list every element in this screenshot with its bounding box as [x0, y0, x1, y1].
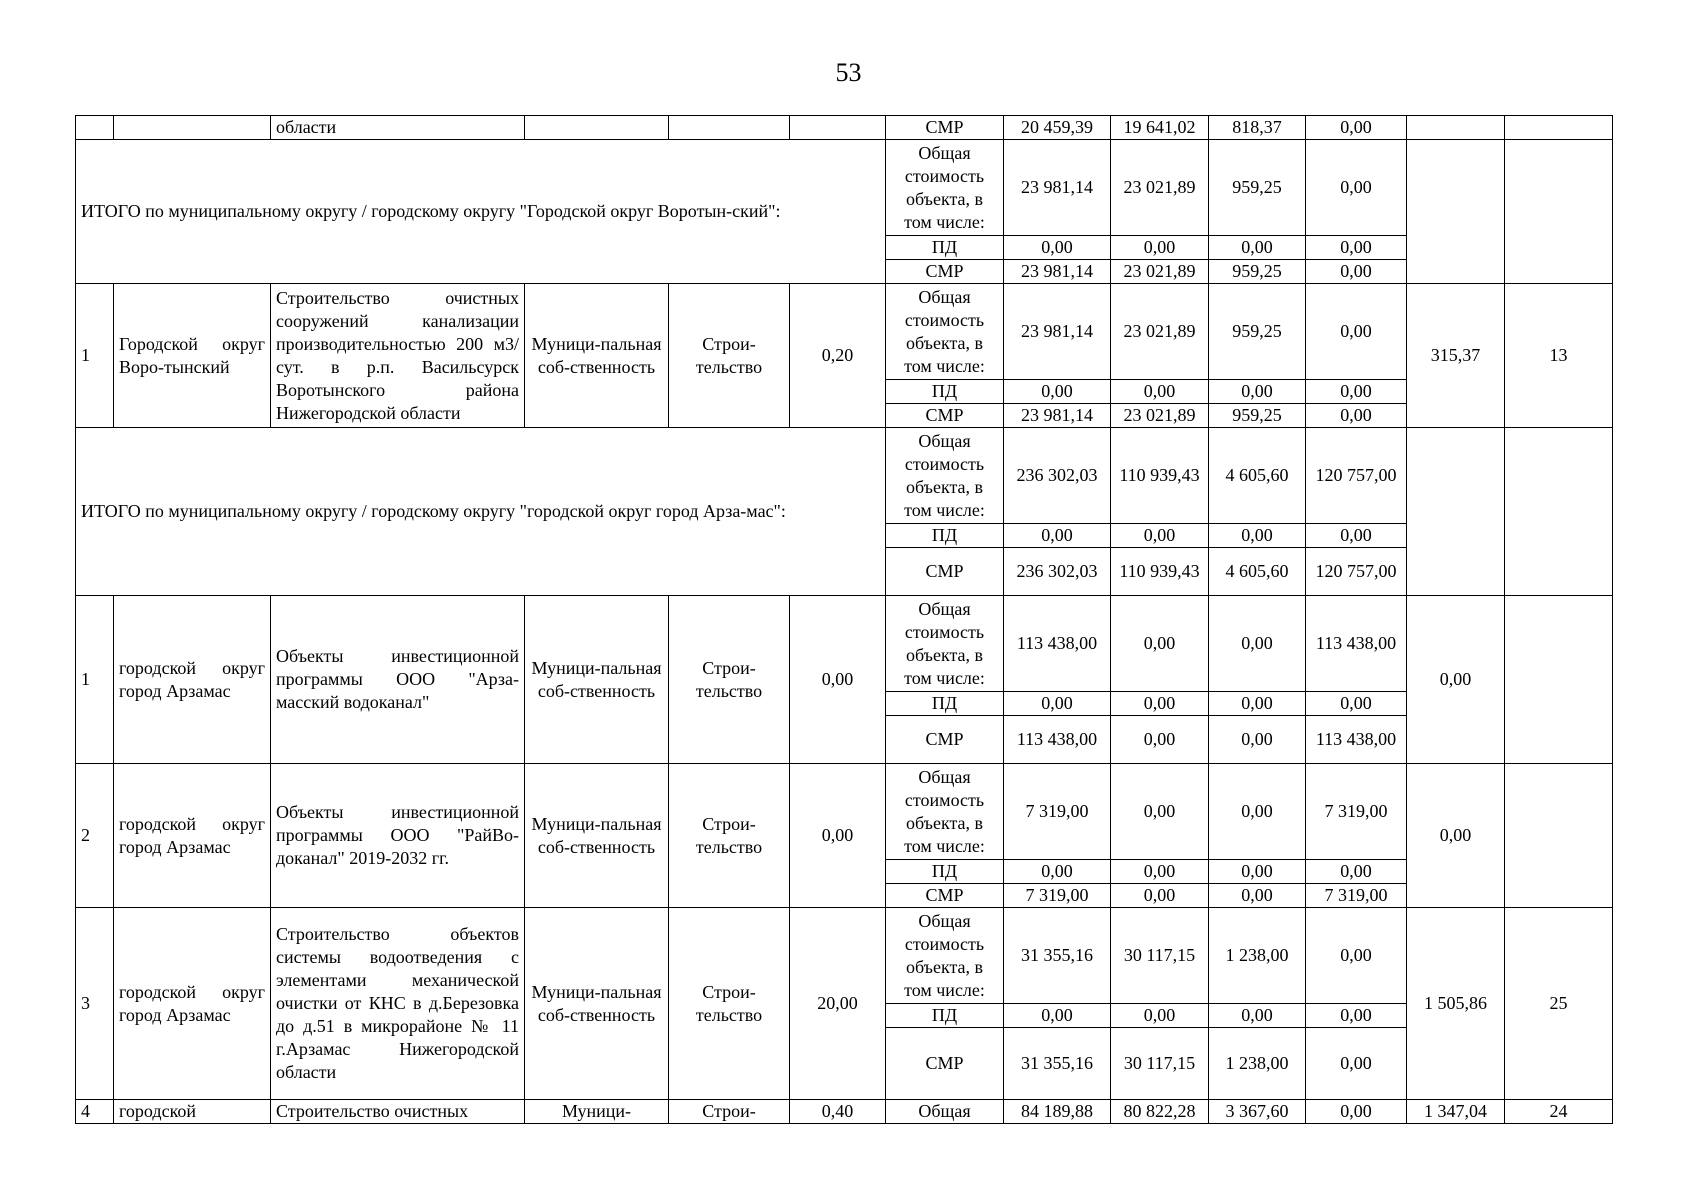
value-cell: 1 505,86: [1407, 908, 1505, 1100]
cost-type: Общая: [886, 1100, 1004, 1124]
value-cell: 0,00: [1004, 860, 1111, 884]
value-cell: 0,00: [1209, 380, 1306, 404]
ownership-form: Муници-: [525, 1100, 669, 1124]
value-cell: 0,00: [1111, 692, 1209, 716]
ownership-form: Муници-пальная соб-ственность: [525, 284, 669, 428]
value-cell: 23 021,89: [1111, 140, 1209, 236]
value-cell: [1505, 596, 1613, 764]
work-type: Строи-тельство: [669, 596, 790, 764]
value-cell: 0,00: [1306, 260, 1407, 284]
value-cell: 0,00: [1004, 1004, 1111, 1028]
cell-empty: [669, 116, 790, 140]
cost-type: Общая стоимость объекта, в том числе:: [886, 428, 1004, 524]
cost-type: Общая стоимость объекта, в том числе:: [886, 764, 1004, 860]
value-cell: 23 021,89: [1111, 284, 1209, 380]
cost-type: Общая стоимость объекта, в том числе:: [886, 140, 1004, 236]
value-cell: 0,00: [1306, 1004, 1407, 1028]
value-cell: 236 302,03: [1004, 428, 1111, 524]
table-row: [76, 428, 1613, 524]
cost-type: Общая стоимость объекта, в том числе:: [886, 596, 1004, 692]
value-cell: 1 238,00: [1209, 1028, 1306, 1100]
value-cell: 7 319,00: [1004, 884, 1111, 908]
object-name: Объекты инвестиционной программы ООО "Арза-масский водоканал": [271, 596, 525, 764]
object-name: Строительство объектов системы водоотведения с элементами механической очистки от КНС в д.Березовка до д.51 в микрорайоне № 11 г.Арзамас Нижегородской области: [271, 908, 525, 1100]
table-row: [76, 908, 1613, 1004]
value-cell: 0,00: [1209, 884, 1306, 908]
municipality-name: городской округ город Арзамас: [114, 908, 271, 1100]
value-cell: 959,25: [1209, 284, 1306, 380]
value-cell: 120 757,00: [1306, 548, 1407, 596]
value-cell: 120 757,00: [1306, 428, 1407, 524]
cost-type: СМР: [886, 404, 1004, 428]
value-cell: 23 981,14: [1004, 284, 1111, 380]
value-cell: 80 822,28: [1111, 1100, 1209, 1124]
value-cell: 113 438,00: [1306, 596, 1407, 692]
value-cell: 959,25: [1209, 404, 1306, 428]
value-cell: 0,00: [1111, 596, 1209, 692]
value-cell: 0,00: [1111, 236, 1209, 260]
cost-type: СМР: [886, 884, 1004, 908]
work-type: Строи-тельство: [669, 764, 790, 908]
total-label: ИТОГО по муниципальному округу / городскому округу "Городской округ Воротын-ский":: [76, 140, 886, 284]
value-cell: 0,00: [1306, 380, 1407, 404]
value-cell: 0,00: [1209, 716, 1306, 764]
value-cell: 0,00: [1306, 692, 1407, 716]
value-cell: 19 641,02: [1111, 116, 1209, 140]
value-cell: 113 438,00: [1004, 716, 1111, 764]
page-number: 53: [835, 58, 862, 87]
row-number: 3: [76, 908, 114, 1100]
cell-empty: [790, 116, 886, 140]
value-cell: 0,00: [1004, 692, 1111, 716]
capacity: 0,40: [790, 1100, 886, 1124]
value-cell: 959,25: [1209, 140, 1306, 236]
capacity: 0,20: [790, 284, 886, 428]
value-cell: 0,00: [1209, 692, 1306, 716]
cost-type: ПД: [886, 1004, 1004, 1028]
value-cell: 13: [1505, 284, 1613, 428]
municipality-name: городской округ город Арзамас: [114, 596, 271, 764]
value-cell: 0,00: [1111, 1004, 1209, 1028]
value-cell: 23 981,14: [1004, 140, 1111, 236]
municipality-name: Городской округ Воро-тынский: [114, 284, 271, 428]
value-cell: 110 939,43: [1111, 428, 1209, 524]
table-row: [76, 764, 1613, 860]
value-cell: 0,00: [1306, 908, 1407, 1004]
value-cell: 0,00: [1306, 284, 1407, 380]
value-cell: 0,00: [1306, 1100, 1407, 1124]
total-label: ИТОГО по муниципальному округу / городскому округу "городской округ город Арза-мас":: [76, 428, 886, 596]
value-cell: 3 367,60: [1209, 1100, 1306, 1124]
value-cell: 0,00: [1306, 236, 1407, 260]
value-cell: 0,00: [1306, 1028, 1407, 1100]
value-cell: 4 605,60: [1209, 548, 1306, 596]
value-cell: 113 438,00: [1004, 596, 1111, 692]
value-cell: 0,00: [1209, 764, 1306, 860]
cost-type: ПД: [886, 524, 1004, 548]
cell-empty: [1407, 428, 1505, 596]
cost-type: Общая стоимость объекта, в том числе:: [886, 908, 1004, 1004]
value-cell: 236 302,03: [1004, 548, 1111, 596]
value-cell: 0,00: [1407, 596, 1505, 764]
value-cell: 0,00: [1306, 860, 1407, 884]
value-cell: 0,00: [1209, 1004, 1306, 1028]
value-cell: 0,00: [1111, 860, 1209, 884]
cost-type: СМР: [886, 260, 1004, 284]
cell-empty: [1407, 140, 1505, 284]
table-row: [76, 116, 1613, 140]
value-cell: 31 355,16: [1004, 908, 1111, 1004]
work-type: Строи-тельство: [669, 908, 790, 1100]
work-type: Строи-тельство: [669, 284, 790, 428]
value-cell: 0,00: [1004, 236, 1111, 260]
value-cell: 0,00: [1111, 716, 1209, 764]
value-cell: 84 189,88: [1004, 1100, 1111, 1124]
value-cell: 0,00: [1209, 524, 1306, 548]
value-cell: 20 459,39: [1004, 116, 1111, 140]
value-cell: 315,37: [1407, 284, 1505, 428]
table-row: [76, 284, 1613, 380]
value-cell: 31 355,16: [1004, 1028, 1111, 1100]
cost-type: СМР: [886, 716, 1004, 764]
cost-type: СМР: [886, 116, 1004, 140]
value-cell: 0,00: [1111, 884, 1209, 908]
value-cell: 25: [1505, 908, 1613, 1100]
municipality-name: городской: [114, 1100, 271, 1124]
row-number: 1: [76, 596, 114, 764]
value-cell: 0,00: [1111, 524, 1209, 548]
value-cell: 4 605,60: [1209, 428, 1306, 524]
funding-table: [75, 115, 1613, 1124]
value-cell: 0,00: [1209, 596, 1306, 692]
municipality-name: городской округ город Арзамас: [114, 764, 271, 908]
value-cell: 24: [1505, 1100, 1613, 1124]
object-name: Строительство очистных: [271, 1100, 525, 1124]
value-cell: 959,25: [1209, 260, 1306, 284]
value-cell: 0,00: [1306, 140, 1407, 236]
cell-empty: [1505, 116, 1613, 140]
value-cell: 0,00: [1306, 116, 1407, 140]
value-cell: 110 939,43: [1111, 548, 1209, 596]
value-cell: 7 319,00: [1004, 764, 1111, 860]
cell-empty: [114, 116, 271, 140]
row-number: 2: [76, 764, 114, 908]
cost-type: Общая стоимость объекта, в том числе:: [886, 284, 1004, 380]
value-cell: 1 238,00: [1209, 908, 1306, 1004]
value-cell: 0,00: [1209, 236, 1306, 260]
value-cell: 7 319,00: [1306, 764, 1407, 860]
capacity: 0,00: [790, 764, 886, 908]
ownership-form: Муници-пальная соб-ственность: [525, 764, 669, 908]
table-row: [76, 596, 1613, 692]
value-cell: [1505, 764, 1613, 908]
object-name-tail: области: [271, 116, 525, 140]
value-cell: 0,00: [1004, 524, 1111, 548]
table-row: [76, 140, 1613, 236]
capacity: 20,00: [790, 908, 886, 1100]
value-cell: 0,00: [1111, 764, 1209, 860]
row-number: 4: [76, 1100, 114, 1124]
cell-empty: [76, 116, 114, 140]
value-cell: 23 981,14: [1004, 404, 1111, 428]
cost-type: СМР: [886, 548, 1004, 596]
value-cell: 23 021,89: [1111, 260, 1209, 284]
cost-type: ПД: [886, 860, 1004, 884]
value-cell: 7 319,00: [1306, 884, 1407, 908]
value-cell: 0,00: [1306, 524, 1407, 548]
cost-type: ПД: [886, 380, 1004, 404]
capacity: 0,00: [790, 596, 886, 764]
cell-empty: [1505, 140, 1613, 284]
object-name: Объекты инвестиционной программы ООО "РайВо-доканал" 2019-2032 гг.: [271, 764, 525, 908]
cell-empty: [525, 116, 669, 140]
row-number: 1: [76, 284, 114, 428]
value-cell: 0,00: [1407, 764, 1505, 908]
table-row: [76, 1100, 1613, 1124]
cost-type: СМР: [886, 1028, 1004, 1100]
object-name: Строительство очистных сооружений канализации производительностью 200 м3/сут. в р.п. Васильсурск Воротынского района Нижегородской области: [271, 284, 525, 428]
ownership-form: Муници-пальная соб-ственность: [525, 908, 669, 1100]
value-cell: 0,00: [1209, 860, 1306, 884]
value-cell: 818,37: [1209, 116, 1306, 140]
cell-empty: [1505, 428, 1613, 596]
value-cell: 23 021,89: [1111, 404, 1209, 428]
value-cell: 30 117,15: [1111, 908, 1209, 1004]
value-cell: 0,00: [1004, 380, 1111, 404]
value-cell: 0,00: [1111, 380, 1209, 404]
value-cell: 30 117,15: [1111, 1028, 1209, 1100]
value-cell: 0,00: [1306, 404, 1407, 428]
cost-type: ПД: [886, 692, 1004, 716]
ownership-form: Муници-пальная соб-ственность: [525, 596, 669, 764]
value-cell: 113 438,00: [1306, 716, 1407, 764]
value-cell: 23 981,14: [1004, 260, 1111, 284]
value-cell: 1 347,04: [1407, 1100, 1505, 1124]
work-type: Строи-: [669, 1100, 790, 1124]
cell-empty: [1407, 116, 1505, 140]
cost-type: ПД: [886, 236, 1004, 260]
